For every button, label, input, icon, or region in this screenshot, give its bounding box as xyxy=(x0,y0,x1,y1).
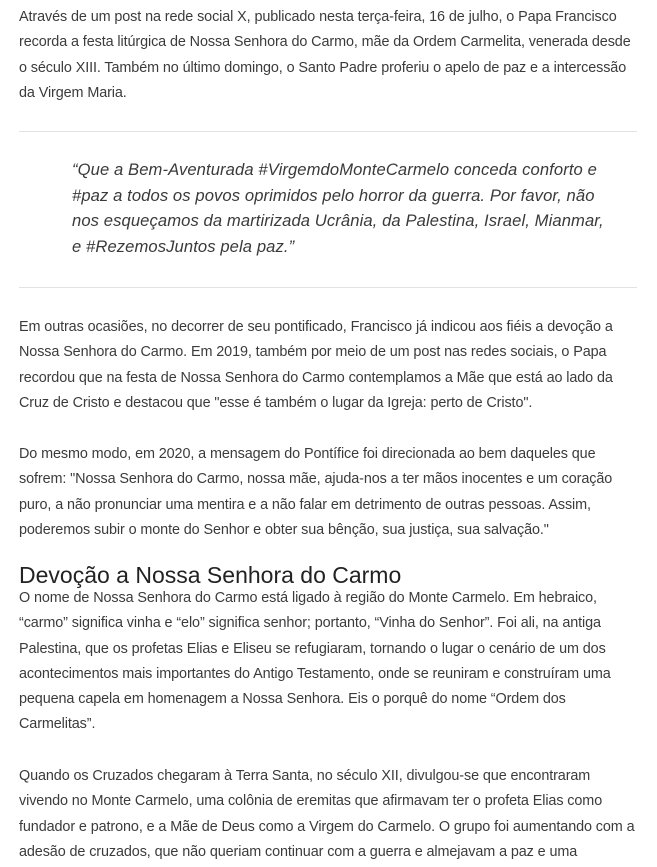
article-paragraph-3: Do mesmo modo, em 2020, a mensagem do Pontífice foi direcionada ao bem daqueles que sofrem: "Nossa Senhora do Carmo, nossa mãe, ajuda-nos a ter mãos inocentes e um coração puro, a não pronunciar uma mentira e a não falar em detrimento de outras pessoas. Assim, poderemos subir o monte do Senhor e obter sua bênção, sua justiça, sua salvação." xyxy=(19,446,613,538)
article-paragraph-1: Através de um post na rede social X, publicado nesta terça-feira, 16 de julho, o Papa Francisco recorda a festa litúrgica de Nossa Senhora do Carmo, mãe da Ordem Carmelita, venerada desde o século XIII. Também no último domingo, o Santo Padre proferiu o apelo de paz e a intercessão da Virgem Maria. xyxy=(19,9,631,101)
article-paragraph-2: Em outras ocasiões, no decorrer de seu pontificado, Francisco já indicou aos fiéis a devoção a Nossa Senhora do Carmo. Em 2019, também por meio de um post nas redes sociais, o Papa recordou que na festa de Nossa Senhora do Carmo contemplamos a Mãe que está ao lado da Cruz de Cristo e destacou que "esse é também o lugar da Igreja: perto de Cristo". xyxy=(19,319,613,411)
pope-quote: “Que a Bem-Aventurada #VirgemdoMonteCarmelo conceda conforto e #paz a todos os povos oprimidos pelo horror da guerra. Por favor, não nos esqueçamos da martirizada Ucrânia, da Palestina, Israel, Mianmar, e #RezemosJuntos pela paz.” xyxy=(72,160,604,256)
quote-divider-top xyxy=(19,131,637,132)
section-heading: Devoção a Nossa Senhora do Carmo xyxy=(19,562,402,588)
article-paragraph-4: O nome de Nossa Senhora do Carmo está ligado à região do Monte Carmelo. Em hebraico, “carmo” significa vinha e “elo” significa senhor; portanto, “Vinha do Senhor”. Foi ali, na antiga Palestina, que os profetas Elias e Eliseu se refugiaram, tornando o lugar o cenário de um dos acontecimentos mais importantes do Antigo Testamento, onde se reuniram e construíram uma pequena capela em homenagem a Nossa Senhora. Eis o porquê do nome “Ordem dos Carmelitas”. xyxy=(19,590,611,733)
quote-divider-bottom xyxy=(19,287,637,288)
article-paragraph-5: Quando os Cruzados chegaram à Terra Santa, no século XII, divulgou-se que encontraram vivendo no Monte Carmelo, uma colônia de eremitas que afirmavam ter o profeta Elias como fundador e patrono, e a Mãe de Deus como a Virgem do Carmelo. O grupo foi aumentando com a adesão de cruzados, que não queriam continuar com a guerra e almejavam a paz e uma xyxy=(19,768,635,860)
